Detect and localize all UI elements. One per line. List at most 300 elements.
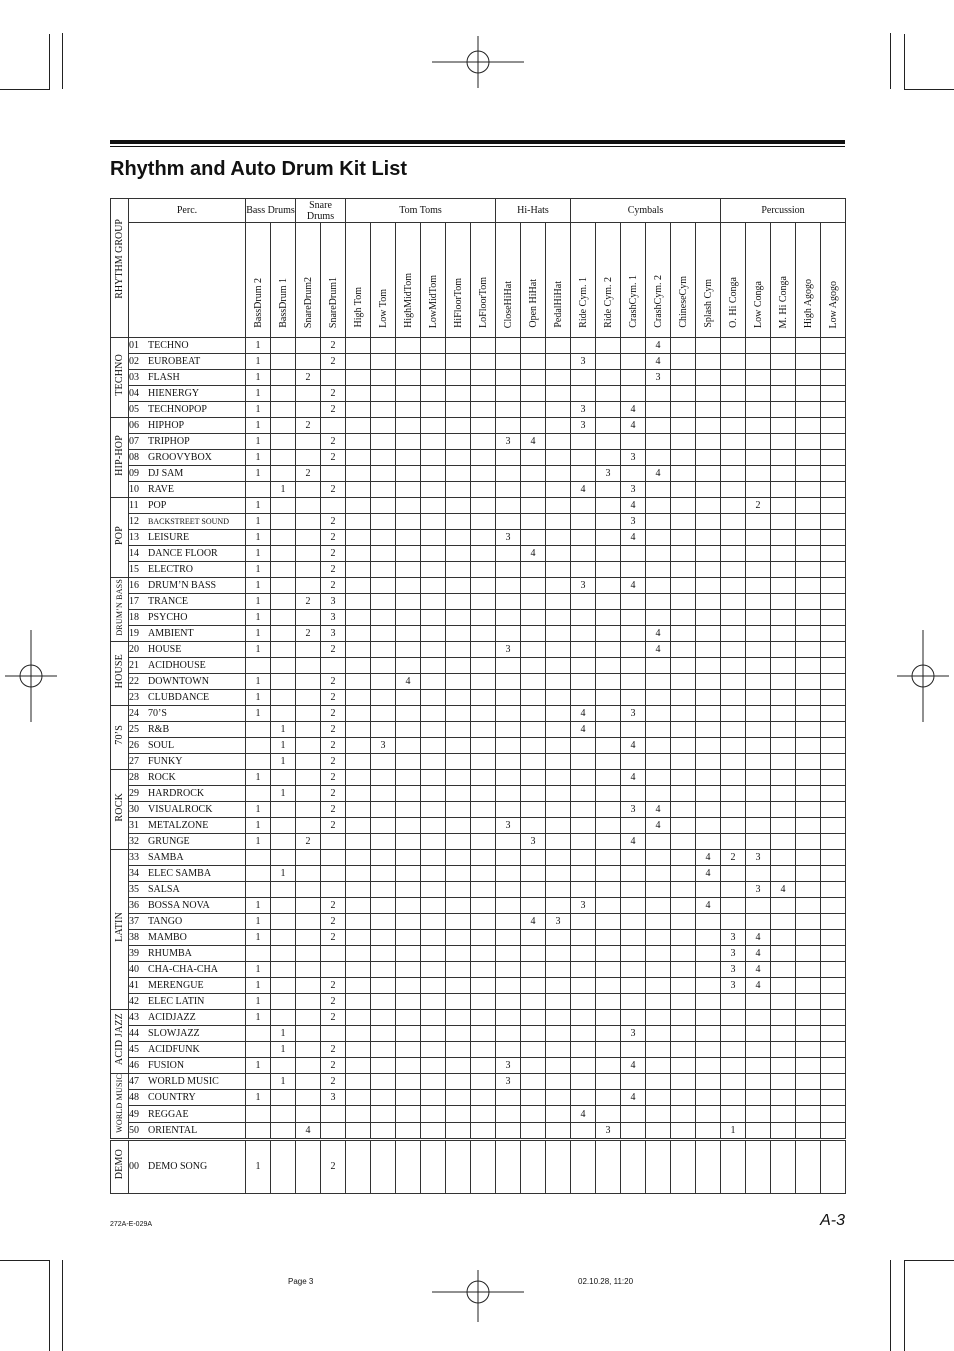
kit-cell: 2 <box>321 562 346 578</box>
kit-cell <box>571 1074 596 1090</box>
rhythm-number: 41 <box>129 980 139 991</box>
kit-cell <box>546 466 571 482</box>
kit-cell <box>396 1042 421 1058</box>
kit-cell: 1 <box>271 1026 296 1042</box>
kit-cell <box>796 722 821 738</box>
kit-cell <box>446 1122 471 1139</box>
kit-cell <box>721 610 746 626</box>
rhythm-number: 29 <box>129 788 139 799</box>
kit-cell <box>346 450 371 466</box>
kit-cell <box>296 690 321 706</box>
kit-cell <box>446 866 471 882</box>
instrument-header-row <box>111 223 846 338</box>
instrument-label: LowMidTom <box>427 274 439 328</box>
rhythm-name: COUNTRY <box>148 1092 196 1104</box>
kit-cell <box>621 658 646 674</box>
instrument-label: Low Tom <box>377 289 389 328</box>
rhythm-name-cell <box>129 946 246 962</box>
kit-cell: 3 <box>571 354 596 370</box>
kit-cell <box>521 1139 546 1193</box>
kit-cell <box>696 690 721 706</box>
kit-cell <box>521 418 546 434</box>
table-row <box>111 1042 846 1058</box>
kit-cell <box>746 386 771 402</box>
kit-cell <box>746 786 771 802</box>
kit-cell <box>571 914 596 930</box>
kit-cell <box>371 626 396 642</box>
kit-cell: 2 <box>321 546 346 562</box>
kit-cell <box>721 738 746 754</box>
kit-cell <box>596 930 621 946</box>
kit-cell <box>546 1042 571 1058</box>
kit-cell <box>346 658 371 674</box>
kit-cell <box>496 722 521 738</box>
demo-row <box>111 1139 846 1193</box>
kit-cell <box>446 978 471 994</box>
kit-cell <box>521 882 546 898</box>
rhythm-group-header-label: RHYTHM GROUP <box>114 219 125 299</box>
table-row <box>111 402 846 418</box>
rhythm-group-label: 70’S <box>114 725 125 745</box>
kit-cell <box>746 434 771 450</box>
kit-cell <box>271 930 296 946</box>
rhythm-number: 24 <box>129 708 139 719</box>
kit-cell <box>346 1122 371 1139</box>
table-row <box>111 930 846 946</box>
kit-cell <box>571 1058 596 1074</box>
kit-cell <box>371 338 396 354</box>
table-row <box>111 594 846 610</box>
kit-cell: 1 <box>246 930 271 946</box>
kit-cell <box>821 1042 846 1058</box>
kit-cell <box>346 882 371 898</box>
kit-cell <box>771 594 796 610</box>
kit-cell <box>496 594 521 610</box>
kit-cell <box>446 1042 471 1058</box>
kit-cell <box>696 994 721 1010</box>
kit-cell <box>596 418 621 434</box>
kit-cell <box>371 418 396 434</box>
instrument-header <box>796 223 821 338</box>
kit-cell <box>371 818 396 834</box>
kit-cell: 4 <box>696 850 721 866</box>
kit-cell <box>646 946 671 962</box>
kit-cell <box>771 1106 796 1122</box>
kit-cell <box>546 786 571 802</box>
rhythm-name: BACKSTREET SOUND <box>148 517 229 526</box>
kit-cell <box>271 530 296 546</box>
rhythm-number: 20 <box>129 644 139 655</box>
kit-cell <box>696 514 721 530</box>
kit-cell <box>546 594 571 610</box>
rhythm-group-label: HIP-HOP <box>114 434 125 476</box>
kit-cell <box>646 706 671 722</box>
kit-cell <box>721 498 746 514</box>
kit-cell <box>596 722 621 738</box>
kit-cell <box>621 434 646 450</box>
kit-cell <box>546 626 571 642</box>
kit-cell <box>296 866 321 882</box>
kit-cell <box>546 354 571 370</box>
kit-cell <box>721 770 746 786</box>
kit-cell <box>771 418 796 434</box>
kit-cell <box>596 786 621 802</box>
kit-cell <box>471 1074 496 1090</box>
kit-cell: 1 <box>246 578 271 594</box>
kit-cell <box>596 642 621 658</box>
rhythm-name-cell <box>129 610 246 626</box>
kit-cell <box>796 1122 821 1139</box>
kit-cell: 2 <box>321 530 346 546</box>
kit-cell <box>796 626 821 642</box>
kit-cell <box>271 1058 296 1074</box>
kit-cell <box>796 962 821 978</box>
rhythm-name-cell <box>129 418 246 434</box>
kit-cell <box>721 514 746 530</box>
kit-cell <box>671 914 696 930</box>
kit-cell <box>746 802 771 818</box>
kit-cell <box>446 1139 471 1193</box>
kit-cell <box>596 658 621 674</box>
kit-cell <box>371 370 396 386</box>
kit-cell <box>721 594 746 610</box>
rhythm-number: 25 <box>129 724 139 735</box>
kit-cell: 4 <box>696 898 721 914</box>
kit-cell <box>496 1122 521 1139</box>
kit-cell <box>321 882 346 898</box>
rhythm-name-cell <box>129 546 246 562</box>
kit-cell <box>821 994 846 1010</box>
kit-cell <box>346 1090 371 1106</box>
kit-cell <box>321 962 346 978</box>
kit-cell <box>771 354 796 370</box>
rhythm-number: 26 <box>129 740 139 751</box>
kit-cell <box>796 1026 821 1042</box>
rhythm-name-cell <box>129 466 246 482</box>
kit-cell <box>696 594 721 610</box>
kit-cell <box>271 338 296 354</box>
kit-cell <box>796 994 821 1010</box>
kit-cell: 4 <box>521 546 546 562</box>
kit-cell <box>396 578 421 594</box>
print-page-label: Page 3 <box>288 1277 314 1286</box>
kit-cell <box>446 530 471 546</box>
kit-cell <box>371 1042 396 1058</box>
kit-cell <box>696 1106 721 1122</box>
kit-cell <box>346 1058 371 1074</box>
kit-cell <box>471 578 496 594</box>
kit-cell: 1 <box>271 722 296 738</box>
kit-cell <box>671 770 696 786</box>
kit-cell <box>346 738 371 754</box>
rhythm-name: TECHNO <box>148 340 189 351</box>
kit-cell <box>821 626 846 642</box>
kit-cell: 1 <box>246 1058 271 1074</box>
kit-cell <box>471 626 496 642</box>
kit-cell <box>446 418 471 434</box>
kit-cell: 1 <box>246 834 271 850</box>
kit-cell <box>421 658 446 674</box>
kit-cell <box>521 706 546 722</box>
kit-cell <box>721 418 746 434</box>
kit-cell <box>796 594 821 610</box>
kit-cell <box>721 450 746 466</box>
kit-cell: 2 <box>321 818 346 834</box>
kit-cell <box>371 1106 396 1122</box>
kit-cell <box>296 610 321 626</box>
kit-cell <box>546 578 571 594</box>
kit-cell <box>646 594 671 610</box>
table-row <box>111 1010 846 1026</box>
kit-cell <box>296 898 321 914</box>
kit-cell <box>446 738 471 754</box>
rhythm-name-cell <box>129 898 246 914</box>
kit-cell <box>596 946 621 962</box>
kit-cell <box>746 834 771 850</box>
print-datetime: 02.10.28, 11:20 <box>578 1277 634 1286</box>
kit-cell <box>296 562 321 578</box>
kit-cell <box>396 482 421 498</box>
kit-cell <box>271 706 296 722</box>
kit-cell <box>771 1090 796 1106</box>
kit-cell <box>521 594 546 610</box>
kit-cell <box>646 754 671 770</box>
table-row <box>111 706 846 722</box>
kit-cell <box>796 786 821 802</box>
kit-cell <box>446 882 471 898</box>
kit-cell <box>371 802 396 818</box>
kit-cell <box>646 1090 671 1106</box>
kit-cell <box>546 946 571 962</box>
kit-cell <box>546 674 571 690</box>
kit-cell <box>621 1122 646 1139</box>
kit-cell <box>546 402 571 418</box>
kit-cell <box>821 946 846 962</box>
kit-cell: 3 <box>721 962 746 978</box>
kit-cell <box>396 1010 421 1026</box>
kit-cell <box>696 562 721 578</box>
kit-cell <box>421 962 446 978</box>
kit-cell <box>696 1010 721 1026</box>
kit-cell: 4 <box>571 1106 596 1122</box>
rhythm-name-cell <box>129 962 246 978</box>
kit-cell <box>571 562 596 578</box>
rhythm-name-cell <box>129 1026 246 1042</box>
kit-cell <box>721 1139 746 1193</box>
kit-cell <box>796 738 821 754</box>
kit-cell <box>596 354 621 370</box>
kit-cell: 1 <box>246 434 271 450</box>
kit-cell: 3 <box>321 610 346 626</box>
table-row <box>111 610 846 626</box>
kit-cell <box>696 658 721 674</box>
kit-cell <box>396 994 421 1010</box>
rhythm-name-cell <box>129 802 246 818</box>
kit-cell <box>421 578 446 594</box>
kit-cell <box>771 674 796 690</box>
kit-cell <box>521 930 546 946</box>
kit-cell <box>346 1010 371 1026</box>
kit-cell <box>646 1139 671 1193</box>
rhythm-name: TRIPHOP <box>148 436 190 447</box>
kit-cell <box>646 898 671 914</box>
kit-cell <box>396 866 421 882</box>
kit-cell: 4 <box>521 914 546 930</box>
kit-cell <box>471 1106 496 1122</box>
instrument-label: O. Hi Conga <box>727 277 739 328</box>
kit-cell <box>671 482 696 498</box>
kit-cell <box>796 1010 821 1026</box>
kit-cell <box>446 962 471 978</box>
kit-cell <box>271 370 296 386</box>
kit-cell <box>471 754 496 770</box>
table-row <box>111 546 846 562</box>
kit-cell <box>746 738 771 754</box>
kit-cell <box>821 674 846 690</box>
kit-cell <box>246 946 271 962</box>
kit-cell: 4 <box>521 434 546 450</box>
rhythm-number: 22 <box>129 676 139 687</box>
kit-cell: 3 <box>321 1090 346 1106</box>
demo-name: DEMO SONG <box>148 1161 208 1173</box>
kit-cell <box>696 962 721 978</box>
table-row <box>111 962 846 978</box>
kit-cell <box>746 1139 771 1193</box>
kit-cell <box>271 562 296 578</box>
kit-cell <box>396 626 421 642</box>
kit-cell <box>521 978 546 994</box>
kit-cell <box>496 1106 521 1122</box>
rhythm-name: SOUL <box>148 740 175 751</box>
kit-cell <box>371 450 396 466</box>
kit-cell <box>521 1042 546 1058</box>
kit-cell <box>596 530 621 546</box>
rhythm-name-cell <box>129 1042 246 1058</box>
kit-cell <box>596 770 621 786</box>
kit-cell <box>521 866 546 882</box>
kit-cell: 4 <box>646 354 671 370</box>
rhythm-name: POP <box>148 500 167 511</box>
rhythm-name: GRUNGE <box>148 836 190 847</box>
kit-cell <box>521 802 546 818</box>
kit-cell: 4 <box>646 626 671 642</box>
kit-cell <box>321 1026 346 1042</box>
rhythm-name: RHUMBA <box>148 948 192 959</box>
kit-cell <box>521 530 546 546</box>
kit-cell <box>596 386 621 402</box>
rhythm-number: 46 <box>129 1060 139 1071</box>
kit-cell <box>721 994 746 1010</box>
kit-cell: 2 <box>321 1058 346 1074</box>
kit-cell <box>471 498 496 514</box>
kit-cell: 1 <box>246 818 271 834</box>
table-row <box>111 338 846 354</box>
kit-cell <box>346 978 371 994</box>
rhythm-number: 23 <box>129 692 139 703</box>
kit-cell <box>296 1090 321 1106</box>
kit-cell <box>446 946 471 962</box>
kit-cell <box>596 754 621 770</box>
rhythm-number: 19 <box>129 628 139 639</box>
kit-cell: 1 <box>246 594 271 610</box>
kit-cell <box>821 1010 846 1026</box>
kit-cell <box>646 1042 671 1058</box>
kit-cell: 2 <box>296 418 321 434</box>
kit-cell <box>796 754 821 770</box>
table-row <box>111 898 846 914</box>
kit-cell: 1 <box>246 546 271 562</box>
kit-cell <box>546 338 571 354</box>
rhythm-name: RAVE <box>148 484 174 495</box>
table-row <box>111 578 846 594</box>
kit-cell <box>421 930 446 946</box>
kit-cell <box>471 514 496 530</box>
registration-mark-left <box>5 630 57 722</box>
kit-cell <box>371 354 396 370</box>
kit-cell <box>771 802 796 818</box>
instrument-label: High Agogo <box>802 278 814 328</box>
kit-cell <box>446 898 471 914</box>
kit-cell <box>596 850 621 866</box>
kit-cell <box>796 434 821 450</box>
kit-cell <box>671 930 696 946</box>
kit-cell <box>621 674 646 690</box>
kit-cell <box>796 802 821 818</box>
rhythm-number: 14 <box>129 548 139 559</box>
kit-cell: 4 <box>571 706 596 722</box>
kit-cell <box>771 1026 796 1042</box>
kit-cell <box>546 994 571 1010</box>
kit-cell <box>796 1074 821 1090</box>
kit-cell <box>821 866 846 882</box>
kit-cell <box>296 674 321 690</box>
table-row <box>111 466 846 482</box>
kit-cell <box>421 882 446 898</box>
kit-cell <box>771 754 796 770</box>
table-row <box>111 690 846 706</box>
kit-cell: 2 <box>321 1010 346 1026</box>
kit-cell: 4 <box>621 530 646 546</box>
kit-cell <box>346 834 371 850</box>
registration-mark-top <box>432 36 524 88</box>
kit-cell <box>396 642 421 658</box>
kit-cell <box>496 482 521 498</box>
kit-cell <box>246 786 271 802</box>
kit-cell <box>496 562 521 578</box>
kit-cell: 2 <box>321 514 346 530</box>
kit-cell <box>696 706 721 722</box>
kit-cell <box>421 866 446 882</box>
kit-cell <box>696 1122 721 1139</box>
kit-cell <box>621 754 646 770</box>
header-rule <box>110 140 845 144</box>
kit-cell <box>346 402 371 418</box>
kit-cell <box>271 546 296 562</box>
kit-cell <box>471 930 496 946</box>
kit-cell <box>471 418 496 434</box>
kit-cell <box>496 370 521 386</box>
kit-cell <box>296 514 321 530</box>
kit-cell <box>421 850 446 866</box>
kit-cell <box>696 946 721 962</box>
kit-cell <box>346 386 371 402</box>
rhythm-number: 02 <box>129 356 139 367</box>
kit-cell <box>596 370 621 386</box>
kit-cell <box>396 354 421 370</box>
kit-cell <box>596 1010 621 1026</box>
instrument-label: HiFloorTom <box>452 278 464 328</box>
kit-cell <box>746 1106 771 1122</box>
